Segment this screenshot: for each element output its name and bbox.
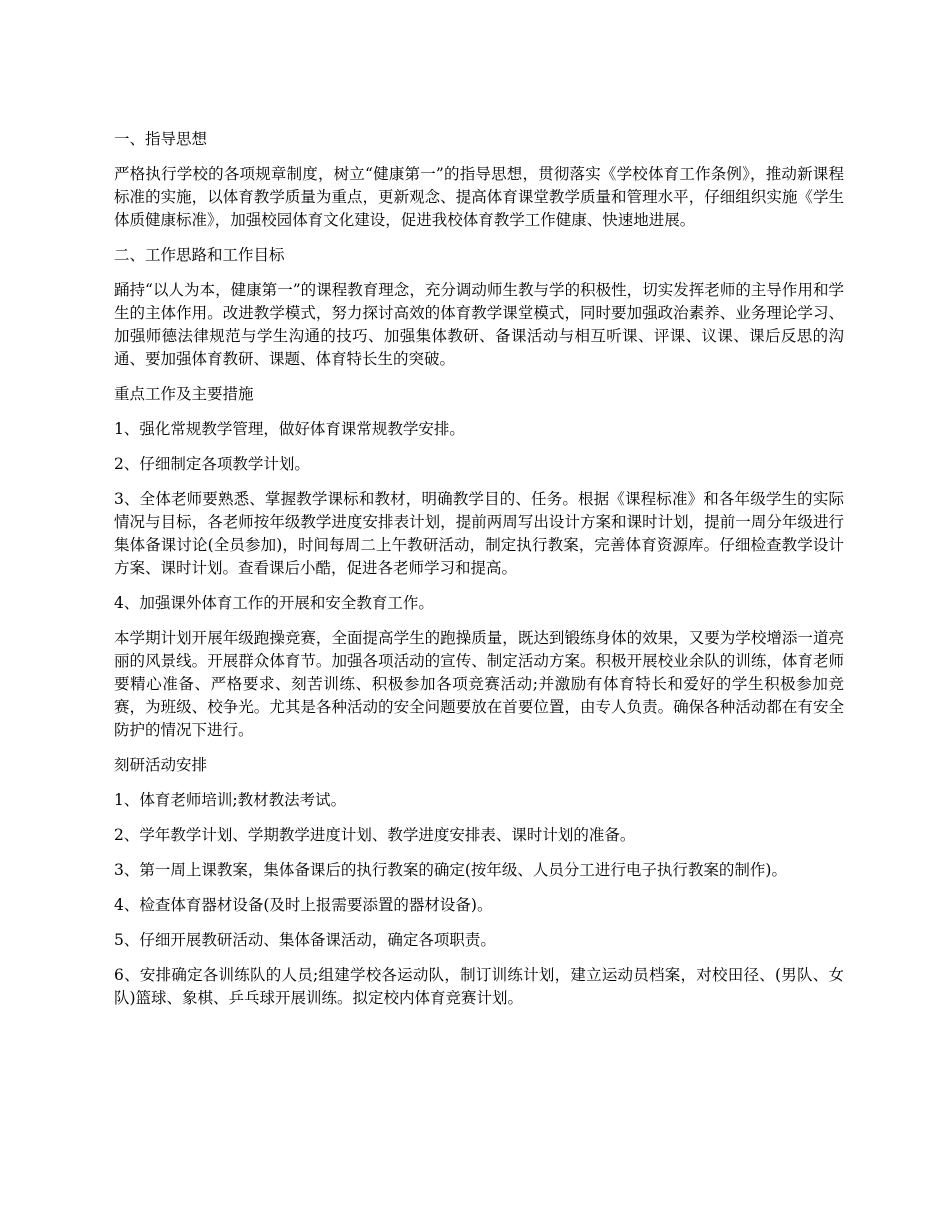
paragraph-extracurricular: 本学期计划开展年级跑操竞赛，全面提高学生的跑操质量，既达到锻练身体的效果，又要为学校增添一道亮丽的风景线。开展群众体育节。加强各项活动的宣传、制定活动方案。积极开展校业余队的训练，体育老师要精心准备、严格要求、刻苦训练、积极参加各项竞赛活动;并激励有体育特长和爱好的学生积极参加竞赛，为班级、校争光。尤其是各种活动的安全问题要放在首要位置，由专人负责。确保各种活动都在有安全防护的情况下进行。 — [114, 629, 844, 739]
paragraph-work-goals: 踊持“以人为本，健康第一”的课程教育理念，充分调动师生教与学的积极性，切实发挥老师的主导作用和学生的主体作用。改进教学模式，努力探讨高效的体育教学课堂模式，同时要加强政治素养、业务理论学习、加强师德法律规范与学生沟通的技巧、加强集体教研、备课活动与相互听课、评课、议课、课后反思的沟通、要加强体育教研、课题、体育特长生的突破。 — [114, 281, 844, 368]
list-item-activity-1: 1、体育老师培训;教材教法考试。 — [114, 791, 347, 809]
section-heading-activity-schedule: 刻研活动安排 — [114, 756, 208, 774]
section-heading-key-measures: 重点工作及主要措施 — [114, 385, 254, 403]
paragraph-guiding-ideology: 严格执行学校的各项规章制度，树立“健康第一”的指导思想，贯彻落实《学校体育工作条例》，推动新课程标准的实施，以体育教学质量为重点，更新观念、提高体育课堂教学质量和管理水平，仔细组织实施《学生体质健康标准》，加强校园体育文化建设，促进我校体育教学工作健康、快速地进展。 — [114, 165, 844, 229]
list-item-activity-5: 5、仔细开展教研活动、集体备课活动，确定各项职责。 — [114, 931, 496, 949]
list-item-activity-2: 2、学年教学计划、学期教学进度计划、教学进度安排表、课时计划的准备。 — [114, 826, 636, 844]
list-item-activity-6: 6、安排确定各训练队的人员;组建学校各运动队，制订训练计划，建立运动员档案，对校田径、(男队、女队)篮球、象棋、乒乓球开展训练。拟定校内体育竞赛计划。 — [114, 966, 844, 1007]
list-item-measure-3: 3、全体老师要熟悉、掌握教学课标和教材，明确教学目的、任务。根据《课程标准》和各年级学生的实际情况与目标，各老师按年级教学进度安排表计划，提前两周写出设计方案和课时计划，提前一周分年级进行集体备课讨论(全员参加)，时间每周二上午教研活动，制定执行教案，完善体育资源库。仔细检查教学设计方案、课时计划。查看课后小酷，促进各老师学习和提高。 — [114, 490, 844, 577]
section-heading-guiding-ideology: 一、指导思想 — [114, 130, 208, 148]
list-item-measure-4: 4、加强课外体育工作的开展和安全教育工作。 — [114, 594, 434, 612]
section-heading-work-goals: 二、工作思路和工作目标 — [114, 246, 285, 264]
list-item-activity-4: 4、检查体育器材设备(及时上报需要添置的器材设备)。 — [114, 896, 493, 914]
list-item-measure-1: 1、强化常规教学管理，做好体育课常规教学安排。 — [114, 420, 465, 438]
document-page — [114, 128, 844, 1022]
list-item-measure-2: 2、仔细制定各项教学计划。 — [114, 455, 310, 473]
list-item-activity-3: 3、第一周上课教案，集体备课后的执行教案的确定(按年级、人员分工进行电子执行教案的制作)。 — [114, 861, 787, 879]
